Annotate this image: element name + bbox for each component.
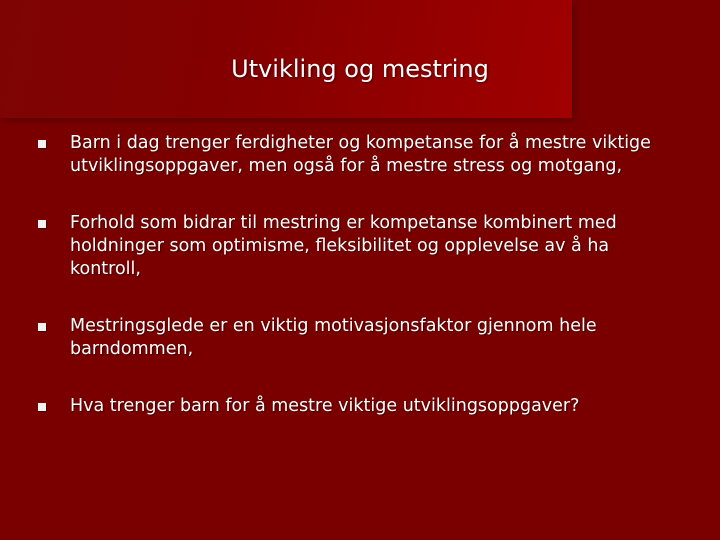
square-bullet-icon xyxy=(38,403,46,411)
square-bullet-icon xyxy=(38,140,46,148)
bullet-item xyxy=(38,395,678,418)
bullet-text: Barn i dag trenger ferdigheter og kompetanse for å mestre viktige utviklingsoppgaver, men også for å mestre stress og motgang, xyxy=(70,133,651,176)
bullet-text: Forhold som bidrar til mestring er kompetanse kombinert med holdninger som optimisme, fleksibilitet og opplevelse av å ha kontroll, xyxy=(70,213,617,279)
bullet-item xyxy=(38,132,678,178)
square-bullet-icon xyxy=(38,220,46,228)
bullet-text: Mestringsglede er en viktig motivasjonsfaktor gjennom hele barndommen, xyxy=(70,316,597,359)
bullet-text: Hva trenger barn for å mestre viktige utviklingsoppgaver? xyxy=(70,396,580,416)
slide-title: Utvikling og mestring xyxy=(231,55,489,83)
bullet-list xyxy=(38,132,678,418)
bullet-item xyxy=(38,212,678,281)
bullet-item xyxy=(38,315,678,361)
square-bullet-icon xyxy=(38,323,46,331)
